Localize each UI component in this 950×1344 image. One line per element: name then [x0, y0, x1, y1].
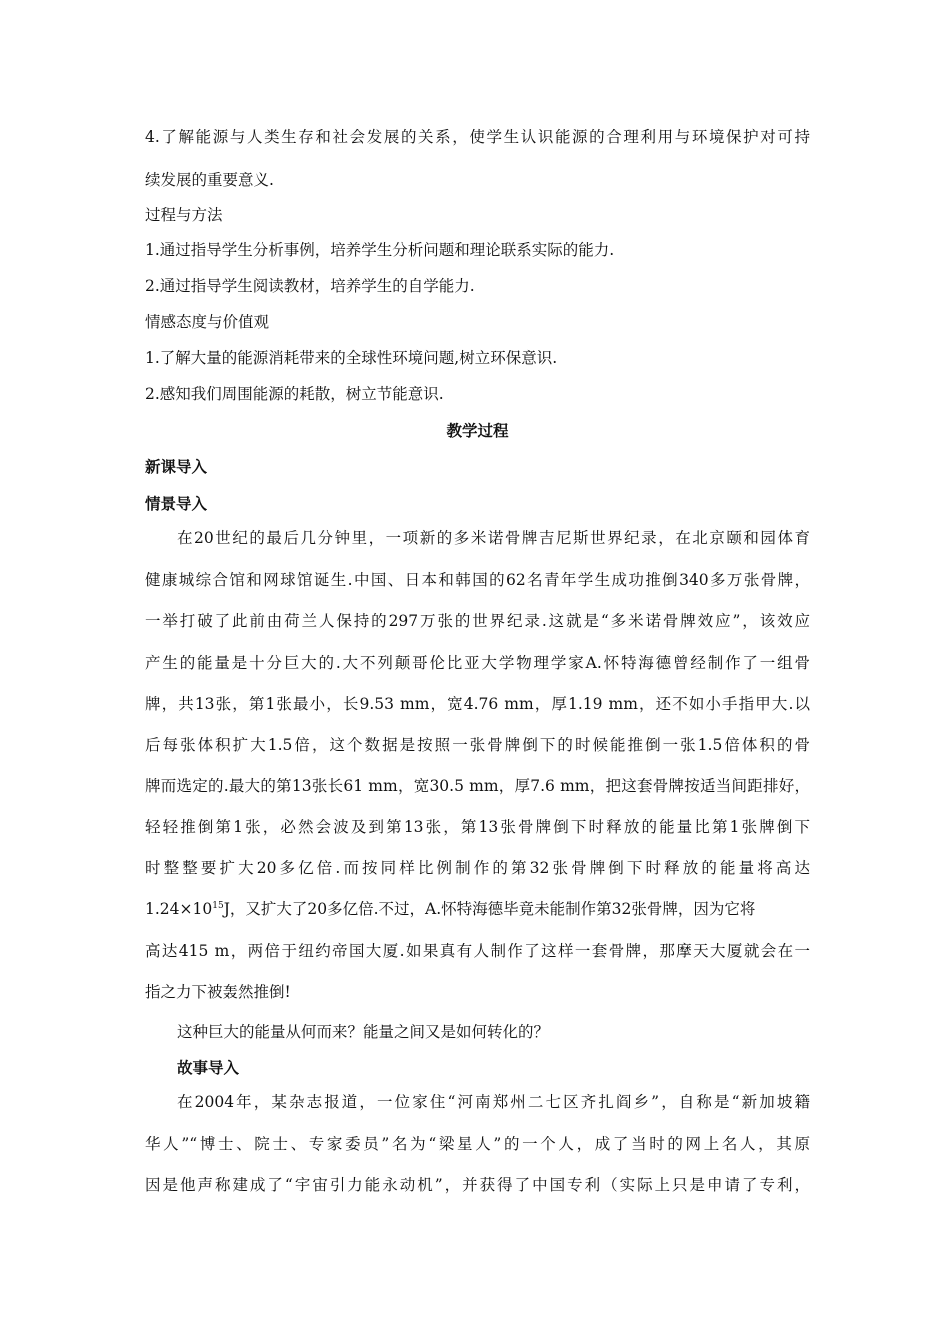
story-paragraph-line: 华人”“博士、院士、专家委员”名为“梁星人”的一个人，成了当时的网上名人，其原	[145, 1135, 810, 1153]
attitude-item-2: 2.感知我们周围能源的耗散，树立节能意识.	[145, 385, 444, 403]
scene-heading: 情景导入	[145, 495, 208, 513]
formula-exponent: 15	[212, 900, 224, 911]
scene-paragraph-line: 高达415 m，两倍于纽约帝国大厦.如果真有人制作了这样一套骨牌，那摩天大厦就会在一	[145, 942, 810, 960]
scene-paragraph-line: 牌而选定的.最大的第13张长61 mm，宽30.5 mm，厚7.6 mm，把这套骨牌按适当间距排好，	[145, 777, 810, 795]
formula-rest: J，又扩大了20多亿倍.不过，A.怀特海德毕竟未能制作第32张骨牌，因为它将	[223, 900, 756, 918]
objective-4-line-1: 4.了解能源与人类生存和社会发展的关系，使学生认识能源的合理利用与环境保护对可持	[145, 128, 810, 146]
scene-paragraph-line: 轻轻推倒第1张，必然会波及到第13张，第13张骨牌倒下时释放的能量比第1张牌倒下	[145, 818, 810, 836]
formula-base: 1.24×10	[145, 900, 213, 918]
section-title: 教学过程	[446, 422, 509, 440]
scene-paragraph-line: 指之力下被轰然推倒!	[145, 983, 291, 1001]
process-method-heading: 过程与方法	[145, 206, 223, 224]
story-paragraph-line: 在2004年，某杂志报道，一位家住“河南郑州二七区齐扎阎乡”，自称是“新加坡籍	[177, 1093, 810, 1111]
attitude-item-1: 1.了解大量的能源消耗带来的全球性环境问题,树立环保意识.	[145, 349, 558, 367]
scene-paragraph-line: 时整整要扩大20多亿倍.而按同样比例制作的第32张骨牌倒下时释放的能量将高达	[145, 859, 810, 877]
scene-paragraph-line: 一举打破了此前由荷兰人保持的297万张的世界纪录.这就是“多米诺骨牌效应”，该效应	[145, 612, 810, 630]
story-heading: 故事导入	[177, 1059, 240, 1077]
scene-formula-line	[145, 899, 810, 919]
story-paragraph-line: 因是他声称建成了“宇宙引力能永动机”，并获得了中国专利（实际上只是申请了专利，	[145, 1176, 810, 1194]
scene-paragraph-line: 在20世纪的最后几分钟里，一项新的多米诺骨牌吉尼斯世界纪录，在北京颐和园体育	[177, 529, 810, 547]
scene-paragraph-line: 产生的能量是十分巨大的.大不列颠哥伦比亚大学物理学家A.怀特海德曾经制作了一组骨	[145, 654, 810, 672]
scene-paragraph-line: 后每张体积扩大1.5倍，这个数据是按照一张骨牌倒下的时候能推倒一张1.5倍体积的骨	[145, 736, 810, 754]
intro-heading: 新课导入	[145, 458, 208, 476]
objective-4-line-2: 续发展的重要意义.	[145, 171, 274, 189]
process-item-1: 1.通过指导学生分析事例，培养学生分析问题和理论联系实际的能力.	[145, 241, 615, 259]
process-item-2: 2.通过指导学生阅读教材，培养学生的自学能力.	[145, 277, 475, 295]
attitude-heading: 情感态度与价值观	[145, 313, 270, 331]
scene-paragraph-line: 健康城综合馆和网球馆诞生.中国、日本和韩国的62名青年学生成功推倒340多万张骨牌，	[145, 571, 810, 589]
scene-question: 这种巨大的能量从何而来？能量之间又是如何转化的？	[177, 1023, 550, 1041]
scene-paragraph-line: 牌，共13张，第1张最小，长9.53 mm，宽4.76 mm，厚1.19 mm，还不如小手指甲大.以	[145, 695, 810, 713]
